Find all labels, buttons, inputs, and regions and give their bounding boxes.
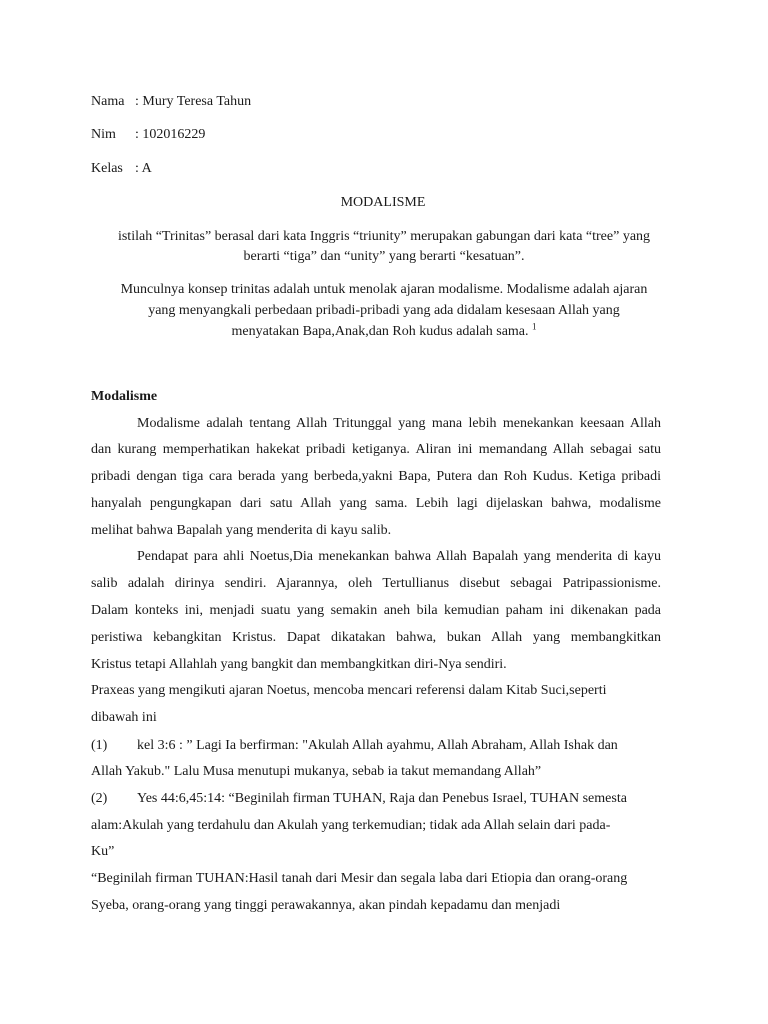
para3-line: dibawah ini <box>91 710 157 725</box>
kelas-label: Kelas <box>91 161 123 176</box>
list-item-line: Allah Yakub." Lalu Musa menutupi mukanya, sebab ia takut memandang Allah” <box>91 764 542 779</box>
document-title: MODALISME <box>340 195 426 210</box>
para3-line: Praxeas yang mengikuti ajaran Noetus, mencoba mencari referensi dalam Kitab Suci,seperti <box>91 683 607 698</box>
nim-label: Nim <box>91 127 116 142</box>
nim-value: : 102016229 <box>135 127 206 142</box>
para1-line: melihat bahwa Bapalah yang menderita di kayu salib. <box>91 523 392 538</box>
para2-line: peristiwa kebangkitan Kristus. Dapat dikatakan bahwa, bukan Allah yang membangkitkan <box>91 630 661 645</box>
list-item-line: Ku” <box>91 844 115 859</box>
para2-line: Kristus tetapi Allahlah yang bangkit dan membangkitkan diri-Nya sendiri. <box>91 657 507 672</box>
intro1-line: berarti “tiga” dan “unity” yang berarti “kesatuan”. <box>243 249 525 264</box>
section-heading: Modalisme <box>91 389 158 404</box>
para1-line: pribadi dengan tiga cara berada yang berbeda,yakni Bapa, Putera dan Roh Kudus. Ketiga pribadi <box>91 469 661 484</box>
list-item-line: kel 3:6 : ” Lagi Ia berfirman: "Akulah Allah ayahmu, Allah Abraham, Allah Ishak dan <box>137 738 618 753</box>
footnote-marker: 1 <box>532 321 537 332</box>
intro2-line: menyatakan Bapa,Anak,dan Roh kudus adalah sama. <box>231 324 529 339</box>
intro2-last-line <box>0 321 768 340</box>
list-item-line: Yes 44:6,45:14: “Beginilah firman TUHAN, Raja dan Penebus Israel, TUHAN semesta <box>137 791 627 806</box>
para2-line: salib adalah dirinya sendiri. Ajarannya, oleh Tertullianus disebut sebagai Patripassionisme. <box>91 576 661 591</box>
intro2-line: Munculnya konsep trinitas adalah untuk menolak ajaran modalisme. Modalisme adalah ajaran <box>120 282 648 297</box>
quote-line: “Beginilah firman TUHAN:Hasil tanah dari Mesir dan segala laba dari Etiopia dan orang-orang <box>91 871 628 886</box>
intro2-line: yang menyangkali perbedaan pribadi-pribadi yang ada didalam kesesaan Allah yang <box>148 303 620 318</box>
quote-line: Syeba, orang-orang yang tinggi perawakannya, akan pindah kepadamu dan menjadi <box>91 898 561 913</box>
nama-value: : Mury Teresa Tahun <box>135 94 252 109</box>
para1-line: dan kurang memperhatikan hakekat pribadi ketiganya. Aliran ini memandang Allah sebagai satu <box>91 442 661 457</box>
para2-line: Pendapat para ahli Noetus,Dia menekankan bahwa Allah Bapalah yang menderita di kayu <box>137 549 661 564</box>
para1-line: Modalisme adalah tentang Allah Tritunggal yang mana lebih menekankan keesaan Allah <box>137 416 661 431</box>
intro1-line: istilah “Trinitas” berasal dari kata Inggris “triunity” merupakan gabungan dari kata “tree” yang <box>117 229 651 244</box>
nama-label: Nama <box>91 94 125 109</box>
list-item-line: alam:Akulah yang terdahulu dan Akulah yang terkemudian; tidak ada Allah selain dari pada- <box>91 818 611 833</box>
list-number: (2) <box>91 791 108 806</box>
para2-line: Dalam konteks ini, menjadi suatu yang semakin aneh bila kemudian paham ini dikenakan pada <box>91 603 661 618</box>
para1-line: hanyalah pengungkapan dari satu Allah yang sama. Lebih lagi dijelaskan bahwa, modalisme <box>91 496 661 511</box>
list-number: (1) <box>91 738 108 753</box>
kelas-value: : A <box>135 161 152 176</box>
